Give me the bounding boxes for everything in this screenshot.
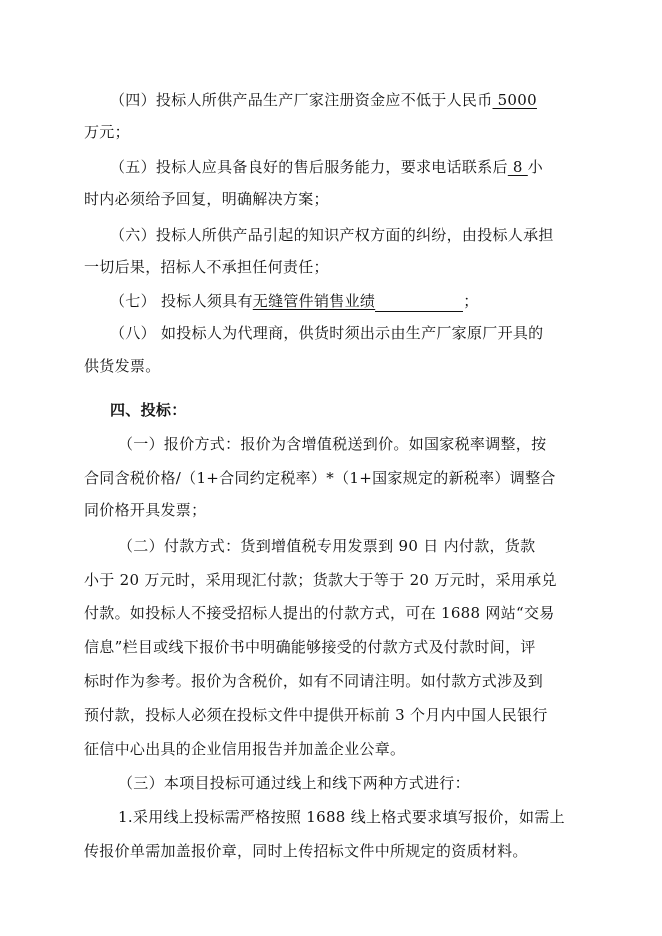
clause-8-line-1: （八） 如投标人为代理商，供货时须出示由生产厂家原厂开具的: [110, 324, 544, 342]
bid-3-1-line-1: 1.采用线上投标需严格按照 1688 线上格式要求填写报价，如需上: [118, 808, 565, 826]
clause-5-line-2: 时内必须给予回复，明确解决方案；: [84, 190, 329, 208]
bid-3-line-1: （三）本项目投标可通过线上和线下两种方式进行：: [118, 774, 470, 792]
sales-record-requirement: 无缝管件销售业绩: [252, 292, 376, 310]
bid-2-line-4: 信息”栏目或线下报价书中明确能够接受的付款方式及付款时间，评: [84, 638, 536, 656]
bid-2-line-2: 小于 20 万元时，采用现汇付款；货款大于等于 20 万元时，采用承兑: [84, 571, 557, 589]
clause-5-tail: 小: [527, 158, 544, 176]
bid-2-line-6: 预付款，投标人必须在投标文件中提供开标前 3 个月内中国人民银行: [84, 706, 548, 724]
bid-1-line-3: 同价格开具发票；: [84, 501, 207, 519]
bid-1-line-1: （一）报价方式：报价为含增值税送到价。如国家税率调整，按: [118, 435, 547, 453]
clause-7-tail: ；: [463, 292, 479, 310]
clause-5-text: （五）投标人应具备良好的售后服务能力，要求电话联系后: [110, 158, 508, 176]
clause-4-text: （四）投标人所供产品生产厂家注册资金应不低于人民币: [110, 91, 493, 109]
clause-8-line-2: 供货发票。: [84, 357, 161, 375]
clause-6-line-1: （六）投标人所供产品引起的知识产权方面的纠纷，由投标人承担: [110, 226, 554, 244]
clause-5-line-1: [110, 156, 584, 178]
clause-7-text: （七） 投标人须具有: [110, 292, 253, 310]
clause-7-line: [110, 290, 584, 312]
registered-capital-value: 5000: [492, 91, 537, 109]
bid-2-line-1: （二）付款方式：货到增值税专用发票到 90 日 内付款，货款: [118, 537, 536, 555]
bid-2-line-5: 标时作为参考。报价为含税价，如有不同请注明。如付款方式涉及到: [84, 672, 544, 690]
clause-4-line-2: 万元；: [84, 123, 130, 141]
clause-4-line-1: [110, 89, 584, 111]
bid-2-line-7: 征信中心出具的企业信用报告并加盖企业公章。: [84, 740, 406, 758]
bid-1-line-2: 合同含税价格/（1+合同约定税率）*（1+国家规定的新税率）调整合: [84, 469, 556, 487]
clause-6-line-2: 一切后果，招标人不承担任何责任；: [84, 258, 329, 276]
underline-blank: [375, 293, 463, 312]
section-heading: 四、投标：: [110, 401, 187, 419]
bid-2-line-3: 付款。如投标人不接受招标人提出的付款方式，可在 1688 网站“交易: [84, 604, 555, 622]
response-hours-value: 8: [507, 158, 528, 176]
bid-3-1-line-2: 传报价单需加盖报价章，同时上传招标文件中所规定的资质材料。: [84, 842, 528, 860]
